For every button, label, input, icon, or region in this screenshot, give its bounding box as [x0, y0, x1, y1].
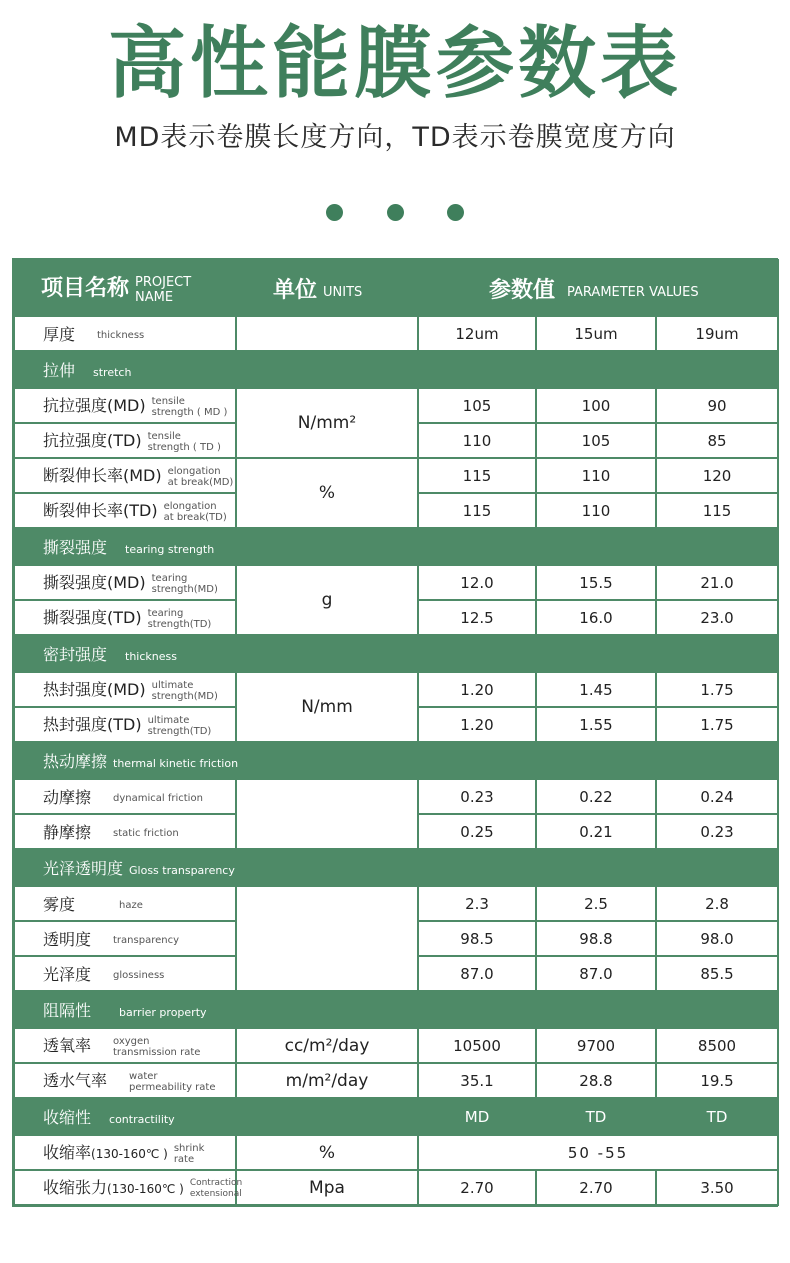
value-cell: 85.5: [656, 956, 778, 991]
row-name-en: glossiness: [113, 970, 165, 981]
value-cell: 110: [536, 493, 656, 528]
row-name-en-1: elongation: [167, 465, 221, 477]
row-name-en-2: strength(TD): [147, 725, 212, 737]
row-name-en-1: tensile: [151, 395, 185, 407]
parameter-table: [12, 258, 778, 1207]
row-name-en: [190, 1178, 242, 1200]
value-cell: 16.0: [536, 600, 656, 635]
header-project-en-2: NAME: [135, 290, 174, 306]
value-cell: 23.0: [656, 600, 778, 635]
row-name-cn: 收缩张力: [43, 1178, 108, 1198]
row-name-en-1: tensile: [147, 430, 181, 442]
table-row: [14, 1170, 778, 1205]
value-cell: 1.45: [536, 672, 656, 707]
row-name-cn: 热封强度(MD): [43, 680, 146, 700]
row-name-temp: (130-160℃ ): [107, 1182, 184, 1197]
value-cell: 120: [656, 458, 778, 493]
unit-cell: Mpa: [236, 1170, 418, 1205]
value-cell: 0.21: [536, 814, 656, 849]
row-name: [14, 956, 236, 991]
row-name-en-2: permeability rate: [129, 1081, 216, 1093]
section-subtitle: thickness: [125, 650, 177, 663]
value-cell: 87.0: [536, 956, 656, 991]
value-cell: 1.75: [656, 672, 778, 707]
table-row: [14, 779, 778, 814]
row-name-en-2: strength(MD): [151, 583, 218, 595]
row-name-cn: 雾度: [43, 895, 76, 914]
row-name-en-1: water: [129, 1070, 158, 1082]
row-name-en-2: transmission rate: [113, 1046, 201, 1058]
unit-cell: [236, 886, 418, 991]
value-cell: 105: [536, 423, 656, 458]
direction-label: TD: [656, 1098, 778, 1135]
row-name-cn: 收缩率: [43, 1143, 92, 1163]
row-name-cn: 断裂伸长率(TD): [43, 501, 158, 521]
row-name-en-1: oxygen: [113, 1035, 150, 1047]
section-barrier: [14, 991, 778, 1028]
header-values-en: PARAMETER VALUES: [567, 284, 699, 300]
header-project-en: [135, 275, 191, 305]
row-name-en-1: tearing: [147, 607, 184, 619]
row-name-cn: 透明度: [43, 930, 92, 949]
section-subtitle: tearing strength: [125, 543, 215, 556]
unit-cell: %: [236, 458, 418, 528]
row-name-en: [152, 396, 228, 418]
value-cell: 0.25: [418, 814, 536, 849]
row-name-en: [129, 1071, 215, 1093]
row-name-en: [148, 608, 212, 630]
row-name-en-1: Contraction: [189, 1177, 243, 1188]
section-friction: [14, 742, 778, 779]
table-row: [14, 388, 778, 423]
section-title: 密封强度: [43, 645, 108, 664]
row-name: [14, 565, 236, 600]
value-cell: 2.3: [418, 886, 536, 921]
section-header: [14, 742, 778, 779]
value-cell: 98.8: [536, 921, 656, 956]
value-cell: 1.20: [418, 672, 536, 707]
header-project: [14, 260, 236, 316]
row-name-cn: 透水气率: [43, 1071, 108, 1091]
value-cell: 115: [418, 458, 536, 493]
dot-icon: [326, 204, 343, 221]
row-name: [14, 1028, 236, 1063]
row-name-cn: 抗拉强度(MD): [43, 396, 146, 416]
section-subtitle: barrier property: [119, 1006, 207, 1019]
section-title: 光泽透明度: [43, 859, 124, 878]
table-row: [14, 458, 778, 493]
row-name-en: [148, 431, 221, 453]
row-name-en-1: tearing: [151, 572, 188, 584]
row-name-en-1: ultimate: [151, 679, 194, 691]
section-header: [14, 849, 778, 886]
row-name-en: dynamical friction: [113, 793, 203, 804]
value-cell: 0.23: [418, 779, 536, 814]
direction-label: MD: [418, 1098, 536, 1135]
row-name-cn: 光泽度: [43, 965, 92, 984]
unit-cell: m/m²/day: [236, 1063, 418, 1098]
dot-icon: [447, 204, 464, 221]
section-subtitle: contractility: [109, 1113, 175, 1126]
value-cell: 90: [656, 388, 778, 423]
value-cell: 35.1: [418, 1063, 536, 1098]
value-cell: 85: [656, 423, 778, 458]
table-header: [14, 260, 778, 316]
direction-label: TD: [536, 1098, 656, 1135]
table-row: [14, 565, 778, 600]
header-project-en-1: PROJECT: [135, 275, 192, 291]
section-title: 阻隔性: [43, 1001, 92, 1020]
row-name-cn: 热封强度(TD): [43, 715, 142, 735]
row-name-cn: 动摩擦: [43, 788, 92, 807]
row-name-en-2: strength(MD): [151, 690, 218, 702]
dot-icon: [387, 204, 404, 221]
value-cell: 2.5: [536, 886, 656, 921]
row-name-en-2: rate: [173, 1153, 195, 1165]
value-cell: 2.70: [536, 1170, 656, 1205]
section-title: 热动摩擦: [43, 752, 108, 771]
table-row: [14, 672, 778, 707]
page-title: 高性能膜参数表: [107, 19, 682, 109]
value-cell: 15.5: [536, 565, 656, 600]
value-cell: 100: [536, 388, 656, 423]
value-cell: 98.5: [418, 921, 536, 956]
row-name-en-1: ultimate: [147, 714, 190, 726]
header-unit-cn: 单位: [273, 277, 318, 303]
value-cell: 1.55: [536, 707, 656, 742]
row-name: [14, 1135, 236, 1170]
value-cell: 87.0: [418, 956, 536, 991]
value-cell: 8500: [656, 1028, 778, 1063]
row-name-en-1: elongation: [163, 500, 217, 512]
value-cell: 10500: [418, 1028, 536, 1063]
row-name-en-2: at break(TD): [163, 511, 227, 523]
row-name: [14, 814, 236, 849]
section-seal: [14, 635, 778, 672]
value-cell: 0.24: [656, 779, 778, 814]
value-cell: 0.23: [656, 814, 778, 849]
row-name: [14, 886, 236, 921]
unit-cell: g: [236, 565, 418, 635]
table-row: [14, 1063, 778, 1098]
unit-cell: N/mm: [236, 672, 418, 742]
value-cell: 3.50: [656, 1170, 778, 1205]
header-unit-en: UNITS: [323, 284, 363, 300]
section-shrink: [14, 1098, 418, 1135]
section-header: [14, 991, 778, 1028]
header-unit: [236, 260, 418, 316]
section-gloss: [14, 849, 778, 886]
value-cell: 110: [418, 423, 536, 458]
value-cell: 1.20: [418, 707, 536, 742]
value-cell: 98.0: [656, 921, 778, 956]
row-name-cn: 撕裂强度(TD): [43, 608, 142, 628]
section-subtitle: stretch: [93, 366, 132, 379]
section-subtitle: Gloss transparency: [129, 864, 235, 877]
value-cell: 12.5: [418, 600, 536, 635]
row-name-cn: 撕裂强度(MD): [43, 573, 146, 593]
row-name: [14, 921, 236, 956]
row-name: [14, 779, 236, 814]
unit-cell: [236, 316, 418, 351]
row-name-en-2: strength(TD): [147, 618, 212, 630]
value-cell: 12um: [418, 316, 536, 351]
section-header: [14, 635, 778, 672]
table-row: [14, 1135, 778, 1170]
row-name-temp: (130-160℃ ): [91, 1147, 168, 1162]
value-cell: 19um: [656, 316, 778, 351]
header-values: [418, 260, 778, 316]
row-name-en: [152, 573, 218, 595]
row-name-en-2: at break(MD): [167, 476, 234, 488]
row-name-en: [152, 680, 218, 702]
row-name: [14, 707, 236, 742]
table-row: [14, 316, 778, 351]
section-title: 撕裂强度: [43, 538, 108, 557]
table-row: [14, 1028, 778, 1063]
unit-cell: [236, 779, 418, 849]
section-subtitle: thermal kinetic friction: [113, 757, 239, 770]
row-name: [14, 423, 236, 458]
value-cell: 12.0: [418, 565, 536, 600]
row-name-en-2: strength ( MD ): [151, 406, 228, 418]
value-cell: 115: [656, 493, 778, 528]
value-cell: 9700: [536, 1028, 656, 1063]
value-cell: 110: [536, 458, 656, 493]
decorative-dots: [0, 204, 790, 225]
value-cell: 50 -55: [418, 1135, 778, 1170]
row-name-en: [164, 501, 227, 523]
row-name-cn: 静摩擦: [43, 823, 92, 842]
unit-cell: cc/m²/day: [236, 1028, 418, 1063]
value-cell: 28.8: [536, 1063, 656, 1098]
value-cell: 19.5: [656, 1063, 778, 1098]
page-subtitle: MD表示卷膜长度方向，TD表示卷膜宽度方向: [114, 122, 676, 153]
row-name: [14, 672, 236, 707]
row-name-en: [113, 1036, 200, 1058]
section-header: [14, 528, 778, 565]
row-name-cn: 厚度: [43, 325, 76, 344]
value-cell: 115: [418, 493, 536, 528]
row-name-cn: 透氧率: [43, 1036, 92, 1056]
row-name-en-2: strength ( TD ): [147, 441, 221, 453]
row-name-en-2: extensional: [189, 1188, 242, 1199]
section-title: 收缩性: [43, 1108, 92, 1127]
table-row: [14, 886, 778, 921]
row-name: [14, 1063, 236, 1098]
row-name-en: [148, 715, 212, 737]
row-name: [14, 458, 236, 493]
row-name-en: [168, 466, 234, 488]
value-cell: 1.75: [656, 707, 778, 742]
value-cell: 21.0: [656, 565, 778, 600]
row-name: [14, 316, 236, 351]
row-name-en: [174, 1143, 205, 1165]
row-name: [14, 1170, 243, 1205]
row-name-en: thickness: [97, 330, 145, 341]
row-name-en: static friction: [113, 828, 179, 839]
section-tearing: [14, 528, 778, 565]
row-name: [14, 493, 236, 528]
header-project-cn: 项目名称: [41, 275, 130, 301]
row-name: [14, 388, 236, 423]
unit-cell: %: [236, 1135, 418, 1170]
unit-cell: N/mm²: [236, 388, 418, 458]
row-name-cn: 抗拉强度(TD): [43, 431, 142, 451]
value-cell: 2.8: [656, 886, 778, 921]
section-header: [14, 351, 778, 388]
value-cell: 105: [418, 388, 536, 423]
row-name-en: haze: [119, 900, 143, 911]
header-values-cn: 参数值: [489, 277, 556, 303]
value-cell: 15um: [536, 316, 656, 351]
section-header: [14, 1098, 778, 1135]
row-name-en: transparency: [113, 935, 179, 946]
section-stretch: [14, 351, 778, 388]
value-cell: 0.22: [536, 779, 656, 814]
value-cell: 2.70: [418, 1170, 536, 1205]
row-name-en-1: shrink: [173, 1142, 205, 1154]
row-name-cn: 断裂伸长率(MD): [43, 466, 162, 486]
section-title: 拉伸: [43, 361, 76, 380]
row-name: [14, 600, 236, 635]
